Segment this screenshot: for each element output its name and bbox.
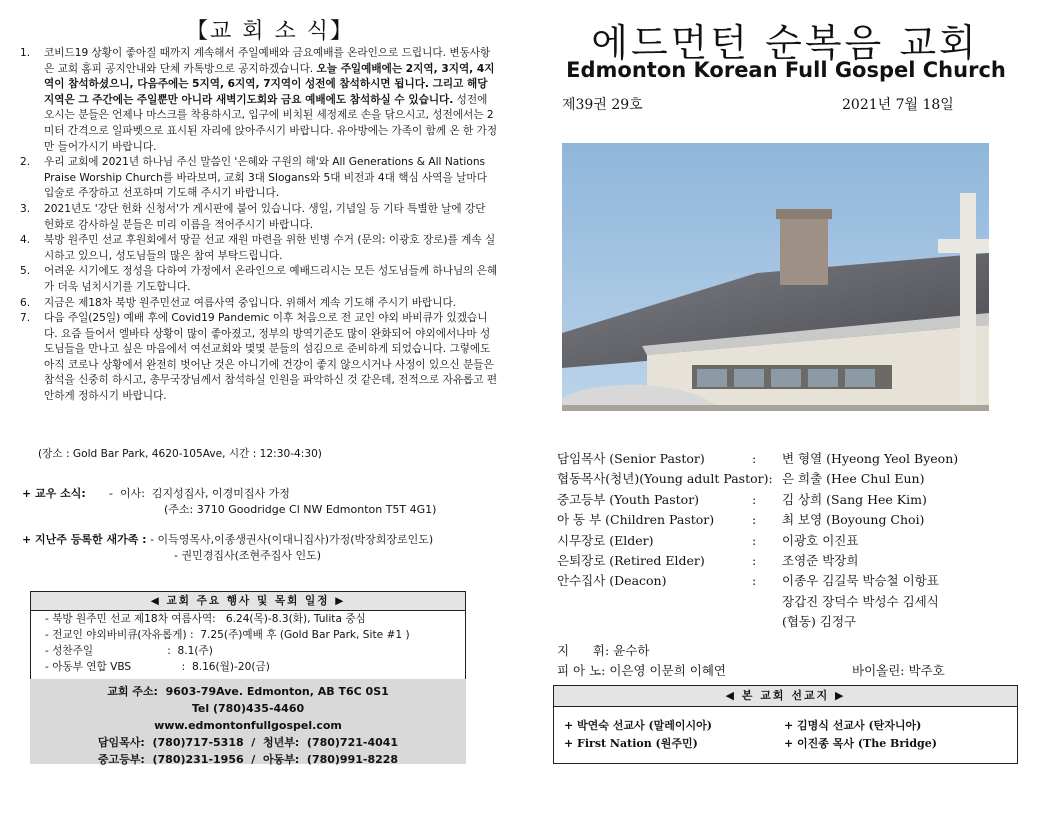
staff-name: 장갑진 장덕수 박성수 김세식 xyxy=(782,593,939,609)
event-item: - 북방 원주민 선교 제18차 여름사역: 6.24(목)-8.3(화), Tulita 중심 xyxy=(45,613,366,625)
contact-phones-2: 중고등부: (780)231-1956 / 아동부: (780)991-8228 xyxy=(97,753,399,766)
church-building-photo xyxy=(562,143,989,411)
events-box xyxy=(30,591,466,680)
news-item xyxy=(20,296,498,312)
news-item xyxy=(20,46,498,155)
staff-role: 중고등부 (Youth Pastor) xyxy=(557,491,700,507)
member-news xyxy=(22,486,436,518)
staff-colon: : xyxy=(752,573,757,589)
member-news-label: + 교우 소식: xyxy=(22,487,86,500)
news-item-text: 코비드19 상황이 좋아질 때까지 계속해서 주일예배와 금요예배를 온라인으로 드립니다. 변동사항은 교회 홈피 공지안내와 단체 카톡방으로 공지하겠습니다. xyxy=(44,47,491,75)
staff-row xyxy=(557,490,1017,510)
pianists: 피 아 노: 이은영 이문희 이혜연 xyxy=(557,663,726,678)
staff-name: 조영준 박장희 xyxy=(782,552,859,568)
staff-colon: : xyxy=(752,532,757,548)
news-item-text: 어려운 시기에도 정성을 다하여 가정에서 온라인으로 예배드리시는 모든 성도님들께 하나님의 은혜가 더욱 넘치시기를 기도합니다. xyxy=(44,265,498,293)
church-name-english: Edmonton Korean Full Gospel Church xyxy=(566,58,1006,82)
church-address: 교회 주소: 9603-79Ave. Edmonton, AB T6C 0S1 xyxy=(107,685,389,698)
member-news-item: - 이사: 김지성집사, 이경미집사 가정 xyxy=(102,487,290,500)
new-family-label: + 지난주 등록한 새가족 : xyxy=(22,533,147,546)
news-item-number: 4. xyxy=(20,234,31,247)
staff-row xyxy=(557,531,1017,551)
staff-name: 김 상희 (Sang Hee Kim) xyxy=(782,491,927,507)
staff-role: 협동목사(청년)(Young adult Pastor): xyxy=(557,471,773,487)
event-item: - 아동부 연합 VBS : 8.16(월)-20(금) xyxy=(45,661,270,673)
staff-row xyxy=(557,469,1017,489)
news-item-number: 5. xyxy=(20,265,31,278)
event-item: - 전교인 야외바비큐(자유롭게) : 7.25(주)예배 후 (Gold Bar Park, Site #1 ) xyxy=(45,629,410,641)
staff-role: 시무장로 (Elder) xyxy=(557,532,654,548)
mission-item: + First Nation (원주민) xyxy=(564,737,698,750)
news-item-text: 지금은 제18차 북방 원주민선교 여름사역 중입니다. 위해서 계속 기도해 주시기 바랍니다. xyxy=(44,296,457,309)
staff-name: 이광호 이진표 xyxy=(782,532,859,548)
staff-colon: : xyxy=(752,491,757,507)
staff-list xyxy=(557,449,1017,633)
missions-box xyxy=(553,685,1018,764)
staff-row xyxy=(557,510,1017,530)
new-family-item-1: - 이득영목사,이종생권사(이대니집사)가정(박장희장로인도) xyxy=(146,533,434,546)
news-item xyxy=(20,264,498,295)
member-news-address: (주소: 3710 Goodridge Cl NW Edmonton T5T 4G1) xyxy=(164,503,437,516)
staff-row xyxy=(557,551,1017,571)
news-item-number: 3. xyxy=(20,202,31,215)
mission-item: + 박연숙 선교사 (말레이시아) xyxy=(564,719,712,732)
news-list xyxy=(20,46,498,405)
news-item-text: 2021년도 '강단 헌화 신청서'가 게시판에 붙어 있습니다. 생일, 기념일 등 기타 특별한 날에 강단 헌화로 감사하실 분들은 미리 이름을 적어주시기 바랍니다. xyxy=(44,202,486,231)
staff-role: 은퇴장로 (Retired Elder) xyxy=(557,552,705,568)
missions-title: ◀ 본 교회 선교지 ▶ xyxy=(554,686,1017,707)
staff-name: 은 희출 (Hee Chul Eun) xyxy=(782,471,925,487)
church-phone: Tel (780)435-4460 xyxy=(191,702,305,715)
staff-row xyxy=(557,612,1017,632)
staff-colon: : xyxy=(752,552,757,568)
conductor: 지 휘: 윤수하 xyxy=(557,643,650,658)
new-family xyxy=(22,532,433,564)
mission-item: + 김명식 선교사 (탄자니아) xyxy=(784,719,922,732)
staff-name: 이종우 김길묵 박승철 이항표 xyxy=(782,573,939,589)
events-title: ◀ 교회 주요 행사 및 목회 일정 ▶ xyxy=(31,592,465,611)
church-contact-box xyxy=(30,679,466,764)
new-family-item-2: - 권민경집사(조현주집사 인도) xyxy=(174,549,322,562)
staff-colon: : xyxy=(752,512,757,528)
news-item-number: 1. xyxy=(20,47,31,59)
violinist: 바이올린: 박주호 xyxy=(852,663,945,678)
bulletin-date: 2021년 7월 18일 xyxy=(842,97,954,113)
news-item xyxy=(20,155,498,202)
news-item-text: 다음 주일(25일) 예배 후에 Covid19 Pandemic 이후 처음으로 전 교인 야외 바비큐가 있겠습니다. 요즘 들어서 엘바타 상황이 많이 좋아졌고, 정부의 방역기준도 많이 완화되어 야외에서나마 성도님들을 만나고 싶은 마음에서 여선교회와 몇몇 분들의 섬김으로 준비하게 되었습니다. 그렇에도 아직 코로나 상황에서 완전히 벗어난 것은 아니기에 건강이 좋지 않으시거나 사정이 있으신 분들은 참석을 신중히 하시고, 총무국장님께서 참석하실 인원을 파악하신 것 같은데, 전적으로 자유롭고 편안하게 정하시기 바랍니다. xyxy=(44,312,498,403)
news-item-number: 6. xyxy=(20,296,31,309)
mission-item: + 이진종 목사 (The Bridge) xyxy=(784,737,937,750)
staff-role: 담임목사 (Senior Pastor) xyxy=(557,451,705,466)
staff-row xyxy=(557,571,1017,591)
news-item xyxy=(20,202,498,233)
news-item-text: 북방 원주민 선교 후원회에서 땅끝 선교 재원 마련을 위한 빈병 수거 (문의: 이광호 장로)를 계속 실시하고 있으니, 성도님들의 많은 참여 부탁드립니다. xyxy=(44,234,496,262)
news-item-number: 7. xyxy=(20,312,31,325)
contact-phones-1: 담임목사: (780)717-5318 / 청년부: (780)721-4041 xyxy=(97,736,399,749)
picnic-location-note: (장소 : Gold Bar Park, 4620-105Ave, 시간 : 12:30-4:30) xyxy=(38,448,322,460)
event-item: - 성찬주일 : 8.1(주) xyxy=(45,645,213,657)
news-item xyxy=(20,311,498,405)
staff-name: 최 보영 (Boyoung Choi) xyxy=(782,512,925,528)
news-item-text: 우리 교회에 2021년 하나님 주신 말씀인 '은혜와 구원의 해'와 All Generations & All Nations Praise Worship Church를 바라보며, 교회 3대 Slogans와 5대 비전과 4대 핵심 사역을 날마다 입술로 주장하고 선포하며 기도해 주시기 바랍니다. xyxy=(44,156,487,200)
issue-number: 제39권 29호 xyxy=(562,97,643,113)
news-item-text: 오늘 주일예배에는 2지역, 3지역, 4지역이 참석하셨으니, 다음주에는 5지역, 6지역, 7지역이 성전에 참석하시면 됩니다. 그리고 해당 지역은 그 주간에는 주일뿐만 아니라 새벽기도회와 금요 예배에도 참석하실 수 있습니다. xyxy=(44,62,495,106)
news-item xyxy=(20,233,498,264)
news-item-text: 성전에 오시는 분들은 언제나 마스크를 착용하시고, 입구에 비치된 세정제로 손을 닦으시고, 성전에서는 2미터 간격으로 일파벳으로 표시된 자리에 앉아주시기 바랍니다. 유아방에는 가족이 함께 온 한 가정만 들어가시기 바랍니다. xyxy=(44,93,498,153)
church-name-korean: 에드먼턴 순복음 교회 xyxy=(591,21,979,65)
staff-name: (협동) 김정구 xyxy=(782,614,857,630)
staff-role: 아 동 부 (Children Pastor) xyxy=(557,512,715,528)
church-website: www.edmontonfullgospel.com xyxy=(154,719,342,732)
music-staff xyxy=(557,641,726,681)
staff-colon: : xyxy=(752,451,757,466)
news-title: 【교 회 소 식】 xyxy=(186,19,354,44)
staff-row xyxy=(557,449,1017,469)
news-item-number: 2. xyxy=(20,156,31,169)
staff-name: 변 형열 (Hyeong Yeol Byeon) xyxy=(782,451,959,466)
staff-role: 안수집사 (Deacon) xyxy=(557,573,667,589)
staff-row xyxy=(557,592,1017,612)
